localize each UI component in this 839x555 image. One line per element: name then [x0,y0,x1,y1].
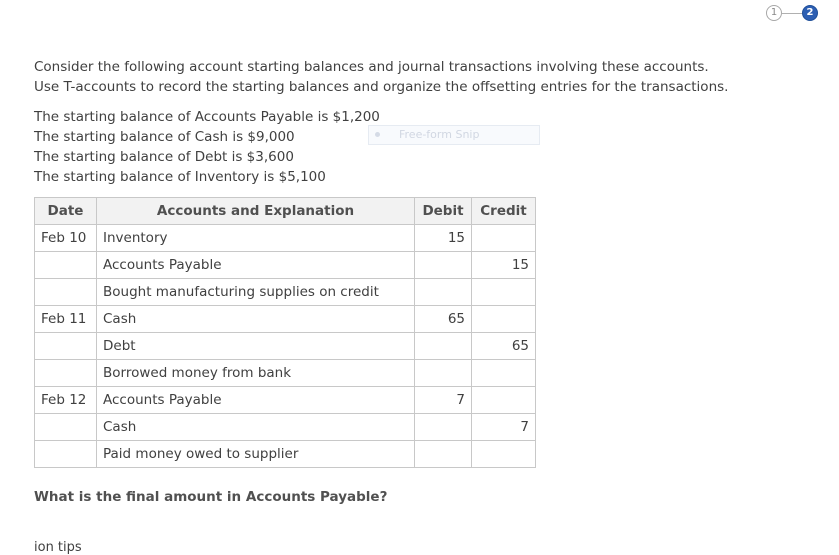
balance-debt: The starting balance of Debt is $3,600 [34,149,294,165]
step-indicator [766,5,824,23]
debit-cell: 7 [415,387,472,414]
explanation-cell: Bought manufacturing supplies on credit [97,279,415,306]
table-header-row [35,198,536,225]
account-cell: Debt [97,333,415,360]
instructions-line-1: Consider the following account starting balances and journal transactions involving these accounts. [34,59,709,75]
balance-inventory: The starting balance of Inventory is $5,100 [34,169,326,185]
table-row [35,360,536,387]
credit-cell [472,306,536,333]
table-row [35,225,536,252]
date-cell: Feb 11 [35,306,97,333]
journal-table [34,197,536,468]
date-cell [35,279,97,306]
date-cell: Feb 12 [35,387,97,414]
table-row [35,441,536,468]
starting-balances [34,107,380,187]
free-form-snip-overlay[interactable] [368,125,540,145]
debit-cell: 65 [415,306,472,333]
table-row [35,414,536,441]
account-header: Accounts and Explanation [97,198,415,225]
account-cell: Accounts Payable [97,387,415,414]
explanation-cell: Paid money owed to supplier [97,441,415,468]
table-row [35,252,536,279]
account-cell: Cash [97,306,415,333]
debit-header: Debit [415,198,472,225]
explanation-cell: Borrowed money from bank [97,360,415,387]
table-row [35,306,536,333]
step-2-indicator[interactable]: 2 [802,5,818,21]
credit-cell [472,387,536,414]
table-row [35,333,536,360]
step-1-indicator[interactable]: 1 [766,5,782,21]
date-cell [35,333,97,360]
instructions [34,57,728,97]
credit-cell [472,360,536,387]
debit-cell [415,279,472,306]
snip-label: Free-form Snip [399,128,480,141]
balance-accounts-payable: The starting balance of Accounts Payable is $1,200 [34,109,380,125]
table-row [35,387,536,414]
debit-cell [415,414,472,441]
date-cell [35,441,97,468]
debit-cell [415,252,472,279]
debit-cell: 15 [415,225,472,252]
account-cell: Inventory [97,225,415,252]
table-row [35,279,536,306]
credit-cell [472,441,536,468]
debit-cell [415,333,472,360]
question-text: What is the final amount in Accounts Payable? [34,489,388,505]
account-cell: Accounts Payable [97,252,415,279]
date-cell [35,414,97,441]
date-header: Date [35,198,97,225]
snip-icon [375,132,380,137]
credit-cell: 65 [472,333,536,360]
credit-header: Credit [472,198,536,225]
account-cell: Cash [97,414,415,441]
tips-link[interactable]: ion tips [34,540,82,555]
date-cell [35,252,97,279]
balance-cash: The starting balance of Cash is $9,000 [34,129,295,145]
date-cell: Feb 10 [35,225,97,252]
credit-cell [472,279,536,306]
credit-cell [472,225,536,252]
debit-cell [415,360,472,387]
date-cell [35,360,97,387]
step-connector [782,13,802,14]
credit-cell: 7 [472,414,536,441]
credit-cell: 15 [472,252,536,279]
debit-cell [415,441,472,468]
instructions-line-2: Use T-accounts to record the starting balances and organize the offsetting entries for the transactions. [34,79,729,95]
